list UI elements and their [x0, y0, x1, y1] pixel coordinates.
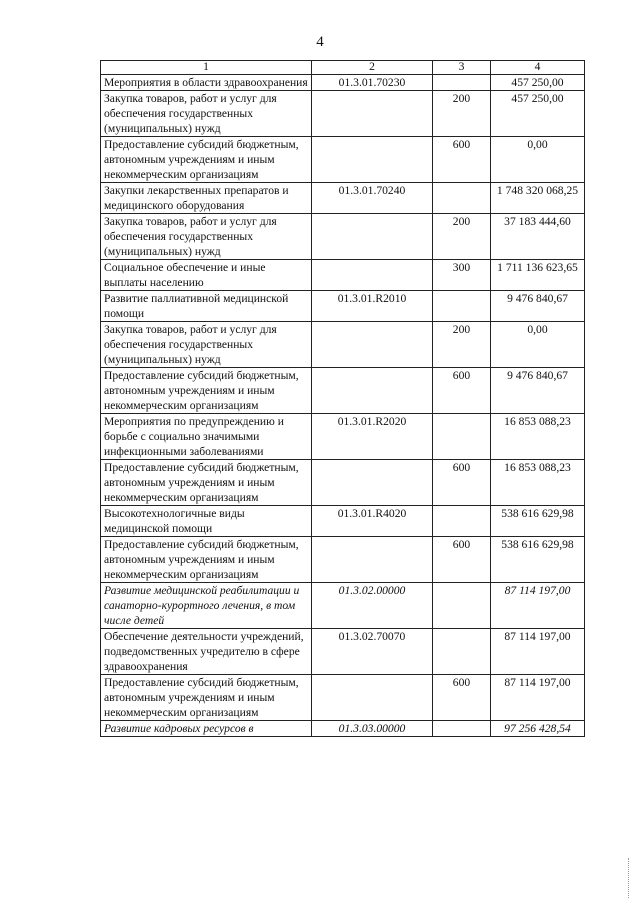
row-type-cell: 600	[433, 137, 491, 183]
row-name-cell: Закупка товаров, работ и услуг для обеспечения государственных (муниципальных) нужд	[101, 91, 312, 137]
table-row	[101, 583, 585, 629]
row-amount-cell: 457 250,00	[491, 75, 585, 91]
row-amount-cell: 87 114 197,00	[491, 675, 585, 721]
table-row	[101, 414, 585, 460]
table-row	[101, 368, 585, 414]
table-row	[101, 629, 585, 675]
row-name-cell: Предоставление субсидий бюджетным, автономным учреждениям и иным некоммерческим организациям	[101, 368, 312, 414]
row-name-cell: Закупка товаров, работ и услуг для обеспечения государственных (муниципальных) нужд	[101, 214, 312, 260]
column-header: 4	[491, 61, 585, 75]
row-code-cell	[312, 214, 433, 260]
row-name-cell: Развитие кадровых ресурсов в	[101, 721, 312, 737]
row-type-cell: 600	[433, 537, 491, 583]
row-amount-cell: 538 616 629,98	[491, 537, 585, 583]
table-row	[101, 260, 585, 291]
table-row	[101, 322, 585, 368]
row-type-cell	[433, 291, 491, 322]
row-name-cell: Закупки лекарственных препаратов и медицинского оборудования	[101, 183, 312, 214]
row-name-cell: Предоставление субсидий бюджетным, автономным учреждениям и иным некоммерческим организациям	[101, 675, 312, 721]
table-row	[101, 675, 585, 721]
row-name-cell: Предоставление субсидий бюджетным, автономным учреждениям и иным некоммерческим организациям	[101, 137, 312, 183]
row-code-cell	[312, 675, 433, 721]
row-name-cell: Предоставление субсидий бюджетным, автономным учреждениям и иным некоммерческим организациям	[101, 460, 312, 506]
row-code-cell: 01.3.01.70240	[312, 183, 433, 214]
row-amount-cell: 9 476 840,67	[491, 368, 585, 414]
row-type-cell	[433, 629, 491, 675]
table-row	[101, 291, 585, 322]
row-amount-cell: 0,00	[491, 137, 585, 183]
row-code-cell: 01.3.01.R2020	[312, 414, 433, 460]
row-code-cell: 01.3.01.R2010	[312, 291, 433, 322]
row-code-cell: 01.3.02.00000	[312, 583, 433, 629]
row-name-cell: Мероприятия в области здравоохранения	[101, 75, 312, 91]
table-row	[101, 91, 585, 137]
row-code-cell: 01.3.02.70070	[312, 629, 433, 675]
row-type-cell: 200	[433, 91, 491, 137]
row-code-cell	[312, 537, 433, 583]
page-number: 4	[316, 34, 324, 50]
row-name-cell: Развитие медицинской реабилитации и санаторно-курортного лечения, в том числе детей	[101, 583, 312, 629]
row-type-cell: 600	[433, 460, 491, 506]
table-row	[101, 75, 585, 91]
row-amount-cell: 87 114 197,00	[491, 629, 585, 675]
row-name-cell: Мероприятия по предупреждению и борьбе с социально значимыми инфекционными заболеваниями	[101, 414, 312, 460]
table-row	[101, 214, 585, 260]
row-name-cell: Социальное обеспечение и иные выплаты населению	[101, 260, 312, 291]
row-amount-cell: 37 183 444,60	[491, 214, 585, 260]
row-amount-cell: 0,00	[491, 322, 585, 368]
table-row	[101, 721, 585, 737]
row-amount-cell: 16 853 088,23	[491, 460, 585, 506]
row-amount-cell: 97 256 428,54	[491, 721, 585, 737]
table-header-row	[101, 61, 585, 75]
row-name-cell: Закупка товаров, работ и услуг для обеспечения государственных (муниципальных) нужд	[101, 322, 312, 368]
table-row	[101, 460, 585, 506]
row-type-cell: 600	[433, 368, 491, 414]
row-name-cell: Предоставление субсидий бюджетным, автономным учреждениям и иным некоммерческим организациям	[101, 537, 312, 583]
row-code-cell	[312, 368, 433, 414]
table-row	[101, 506, 585, 537]
row-code-cell	[312, 260, 433, 291]
row-code-cell: 01.3.03.00000	[312, 721, 433, 737]
row-amount-cell: 1 711 136 623,65	[491, 260, 585, 291]
row-type-cell	[433, 75, 491, 91]
row-code-cell: 01.3.01.70230	[312, 75, 433, 91]
row-name-cell: Высокотехнологичные виды медицинской помощи	[101, 506, 312, 537]
table-row	[101, 183, 585, 214]
table-row	[101, 537, 585, 583]
row-name-cell: Развитие паллиативной медицинской помощи	[101, 291, 312, 322]
margin-mark	[628, 858, 632, 898]
row-code-cell	[312, 460, 433, 506]
row-type-cell: 300	[433, 260, 491, 291]
row-code-cell	[312, 91, 433, 137]
row-amount-cell: 1 748 320 068,25	[491, 183, 585, 214]
row-type-cell: 600	[433, 675, 491, 721]
row-code-cell: 01.3.01.R4020	[312, 506, 433, 537]
budget-table	[100, 60, 585, 737]
row-amount-cell: 9 476 840,67	[491, 291, 585, 322]
table-row	[101, 137, 585, 183]
row-type-cell	[433, 183, 491, 214]
table-body	[101, 75, 585, 737]
row-amount-cell: 16 853 088,23	[491, 414, 585, 460]
row-type-cell	[433, 506, 491, 537]
row-type-cell	[433, 583, 491, 629]
row-code-cell	[312, 322, 433, 368]
row-amount-cell: 457 250,00	[491, 91, 585, 137]
row-name-cell: Обеспечение деятельности учреждений, подведомственных учредителю в сфере здравоохранения	[101, 629, 312, 675]
row-amount-cell: 87 114 197,00	[491, 583, 585, 629]
row-type-cell	[433, 721, 491, 737]
row-amount-cell: 538 616 629,98	[491, 506, 585, 537]
column-header: 2	[312, 61, 433, 75]
column-header: 3	[433, 61, 491, 75]
row-type-cell: 200	[433, 214, 491, 260]
row-code-cell	[312, 137, 433, 183]
row-type-cell: 200	[433, 322, 491, 368]
row-type-cell	[433, 414, 491, 460]
column-header: 1	[101, 61, 312, 75]
